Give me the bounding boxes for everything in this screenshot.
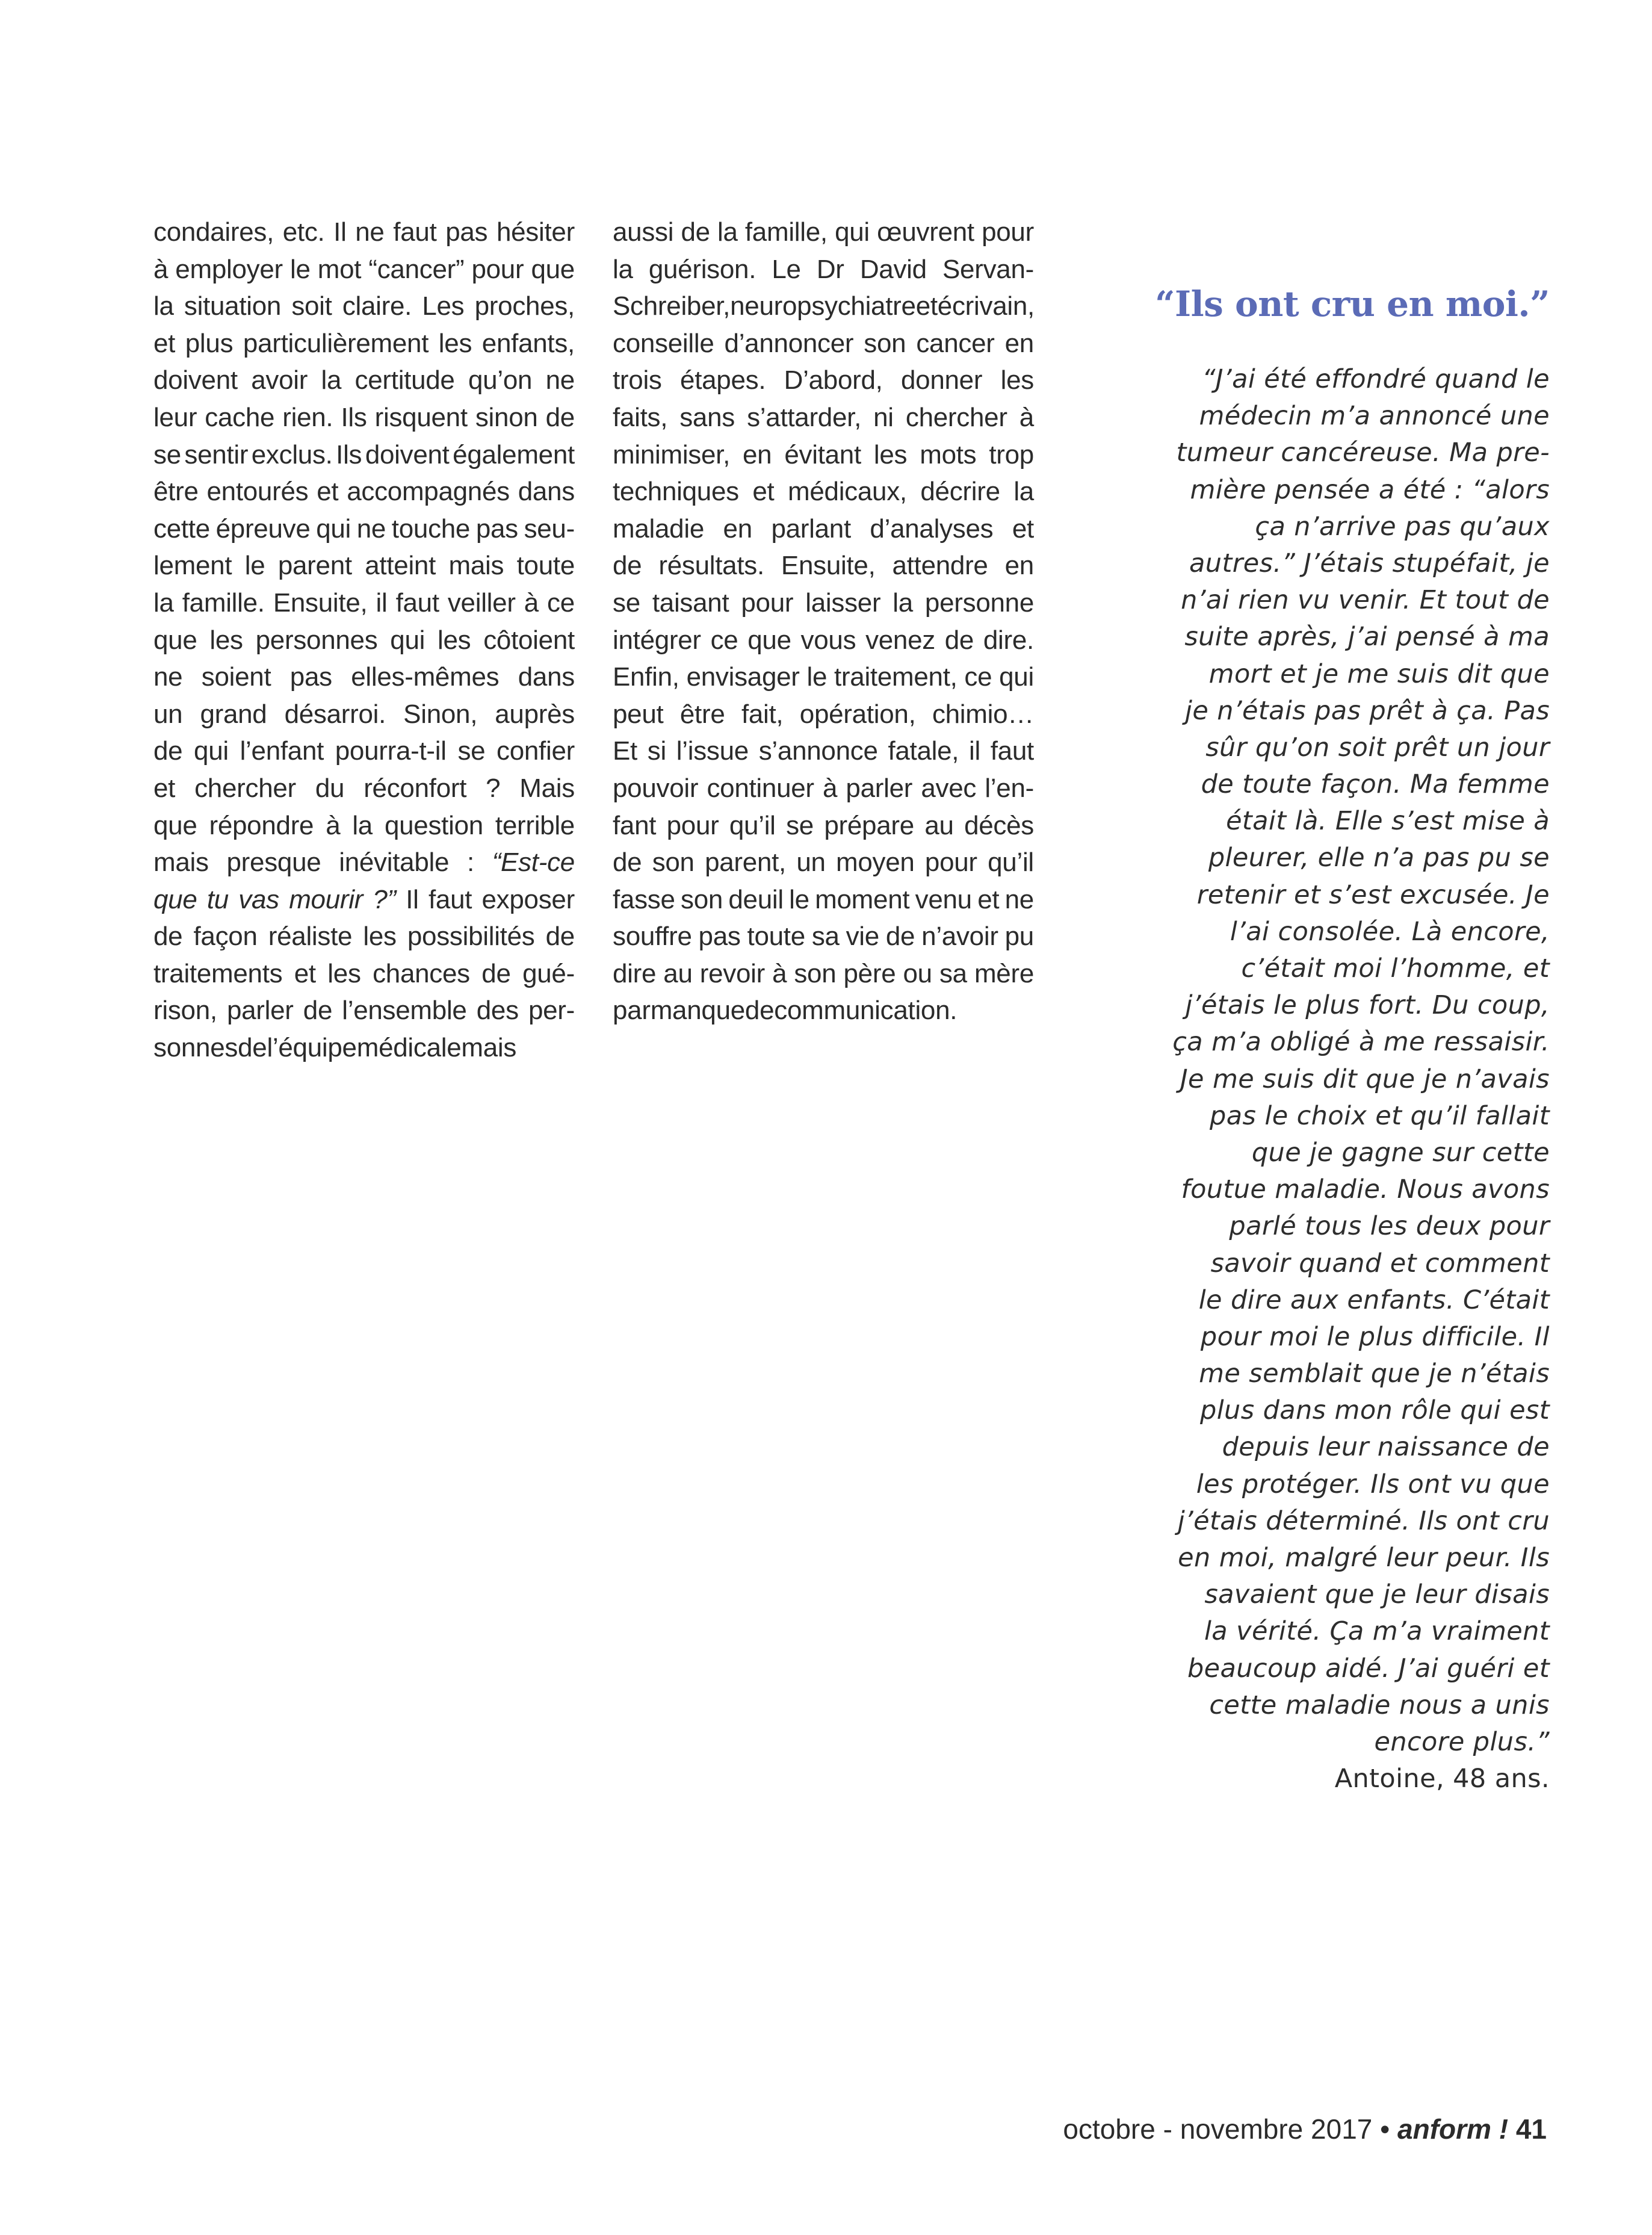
quote-line: Je me suis dit que je n’avais: [1180, 1064, 1550, 1094]
quote-line: de toute façon. Ma femme: [1201, 769, 1550, 800]
text-line: la famille. Ensuite, il faut veiller à ce: [153, 587, 575, 618]
quote-line: que je gagne sur cette: [1251, 1137, 1550, 1168]
text-line: souffre pas toute sa vie de n’avoir pu: [613, 922, 1034, 952]
text-line: Enfin, envisager le traitement, ce qui: [613, 662, 1034, 692]
quote-line: médecin m’a annoncé une: [1199, 401, 1550, 432]
text-line: cette épreuve qui ne touche pas seu-: [153, 513, 575, 544]
quote-line: savaient que je leur disais: [1204, 1579, 1550, 1610]
testimonial-author: Antoine, 48 ans.: [1334, 1764, 1550, 1794]
quote-line: les protéger. Ils ont vu que: [1196, 1469, 1550, 1499]
text-line: fasse son deuil le moment venu et ne: [613, 884, 1034, 914]
text-line: se sentir exclus. Ils doivent également: [153, 439, 575, 470]
quote-line: était là. Elle s’est mise à: [1226, 806, 1550, 837]
quote-line: depuis leur naissance de: [1222, 1432, 1550, 1463]
text-line: doivent avoir la certitude qu’on ne: [153, 365, 575, 395]
text-line: faits, sans s’attarder, ni chercher à: [613, 402, 1034, 432]
text-line: de qui l’enfant pourra-t-il se confier: [153, 736, 575, 766]
quote-line: n’ai rien vu venir. Et tout de: [1181, 585, 1550, 616]
quote-line: le dire aux enfants. C’était: [1198, 1285, 1550, 1315]
page-footer: [1063, 2113, 1547, 2145]
quote-line: savoir quand et comment: [1210, 1248, 1550, 1279]
text-line: peut être fait, opération, chimio…: [613, 699, 1034, 729]
quote-line: mort et je me suis dit que: [1208, 659, 1550, 689]
quote-line: beaucoup aidé. J’ai guéri et: [1187, 1653, 1550, 1684]
quote-line: la vérité. Ça m’a vraiment: [1204, 1616, 1550, 1647]
text-line: que répondre à la question terrible: [153, 810, 575, 840]
text-line: de résultats. Ensuite, attendre en: [613, 551, 1034, 581]
text-line: être entourés et accompagnés dans: [153, 477, 575, 507]
text-line: à employer le mot “cancer” pour que: [153, 254, 575, 284]
issue-date: octobre - novembre 2017 •: [1063, 2113, 1390, 2145]
page-number: 41: [1515, 2113, 1547, 2145]
text-line: traitements et les chances de gué-: [153, 958, 575, 988]
quote-line: pour moi le plus difficile. Il: [1200, 1321, 1550, 1352]
text-line: dire au revoir à son père ou sa mère: [613, 958, 1034, 988]
text-line: pouvoir continuer à parler avec l’en-: [613, 773, 1034, 803]
text-line: intégrer ce que vous venez de dire.: [613, 625, 1034, 655]
text-line: et chercher du réconfort ? Mais: [153, 773, 575, 803]
text-line: que tu vas mourir ?” Il faut exposer: [153, 884, 575, 914]
text-line: minimiser, en évitant les mots trop: [613, 439, 1034, 470]
quote-line: “J’ai été effondré quand le: [1202, 364, 1550, 394]
quote-line: plus dans mon rôle qui est: [1200, 1395, 1550, 1426]
quote-line: ça m’a obligé à me ressaisir.: [1172, 1027, 1550, 1058]
quote-line: j’étais le plus fort. Du coup,: [1185, 990, 1550, 1021]
text-line: fant pour qu’il se prépare au décès: [613, 810, 1034, 840]
text-line: que les personnes qui les côtoient: [153, 625, 575, 655]
quote-line: suite après, j’ai pensé à ma: [1184, 622, 1550, 653]
text-line: et plus particulièrement les enfants,: [153, 328, 575, 358]
quote-line: sûr qu’on soit prêt un jour: [1205, 732, 1550, 763]
quote-line: c’était moi l’homme, et: [1241, 953, 1550, 984]
quote-line: ça n’arrive pas qu’aux: [1255, 511, 1550, 542]
quote-line: je n’étais pas prêt à ça. Pas: [1185, 695, 1550, 726]
magazine-brand: anform !: [1397, 2113, 1509, 2145]
text-line: un grand désarroi. Sinon, auprès: [153, 699, 575, 729]
quote-line: j’étais déterminé. Ils ont cru: [1177, 1505, 1550, 1536]
quote-line: encore plus.”: [1374, 1726, 1550, 1757]
sidebar-title: “Ils ont cru en moi.”: [1155, 284, 1550, 324]
text-line: sonnes de l’équipe médicale mais: [153, 1033, 517, 1063]
text-line: lement le parent atteint mais toute: [153, 551, 575, 581]
quote-line: pas le choix et qu’il fallait: [1210, 1100, 1550, 1131]
quote-line: en moi, malgré leur peur. Ils: [1178, 1543, 1550, 1573]
text-line: leur cache rien. Ils risquent sinon de: [153, 402, 575, 432]
text-line: trois étapes. D’abord, donner les: [613, 365, 1034, 395]
quote-line: parlé tous les deux pour: [1229, 1211, 1550, 1242]
testimonial-quote: [1125, 361, 1550, 1761]
quote-line: l’ai consolée. Là encore,: [1230, 916, 1550, 947]
text-line: la guérison. Le Dr David Servan-: [613, 254, 1034, 284]
text-line: conseille d’annoncer son cancer en: [613, 328, 1034, 358]
text-line: Et si l’issue s’annonce fatale, il faut: [613, 736, 1034, 766]
text-line: rison, parler de l’ensemble des per-: [153, 996, 575, 1026]
text-line: la situation soit claire. Les proches,: [153, 291, 575, 321]
text-line: mais presque inévitable : “Est-ce: [153, 848, 575, 878]
quote-line: pleurer, elle n’a pas pu se: [1208, 843, 1550, 873]
quote-line: mière pensée a été : “alors: [1190, 474, 1550, 505]
quote-line: foutue maladie. Nous avons: [1181, 1174, 1550, 1205]
text-line: de façon réaliste les possibilités de: [153, 922, 575, 952]
quote-line: autres.” J’étais stupéfait, je: [1189, 548, 1550, 578]
text-line: maladie en parlant d’analyses et: [613, 513, 1034, 544]
quote-line: retenir et s’est excusée. Je: [1196, 879, 1550, 910]
text-line: se taisant pour laisser la personne: [613, 587, 1034, 618]
text-line: par manque de communication.: [613, 996, 957, 1026]
body-column-middle: [613, 214, 1034, 1029]
text-line: Schreiber, neuropsychiatre et écrivain,: [613, 291, 1035, 321]
testimonial-sidebar: [1125, 283, 1550, 1797]
text-line: aussi de la famille, qui œuvrent pour: [613, 217, 1034, 247]
text-line: techniques et médicaux, décrire la: [613, 477, 1034, 507]
quote-line: tumeur cancéreuse. Ma pre-: [1176, 438, 1550, 468]
body-column-left: [153, 214, 575, 1067]
text-line: ne soient pas elles-mêmes dans: [153, 662, 575, 692]
quote-line: cette maladie nous a unis: [1209, 1690, 1550, 1720]
quote-line: me semblait que je n’étais: [1199, 1359, 1550, 1389]
text-line: de son parent, un moyen pour qu’il: [613, 848, 1034, 878]
text-line: condaires, etc. Il ne faut pas hésiter: [153, 217, 575, 247]
